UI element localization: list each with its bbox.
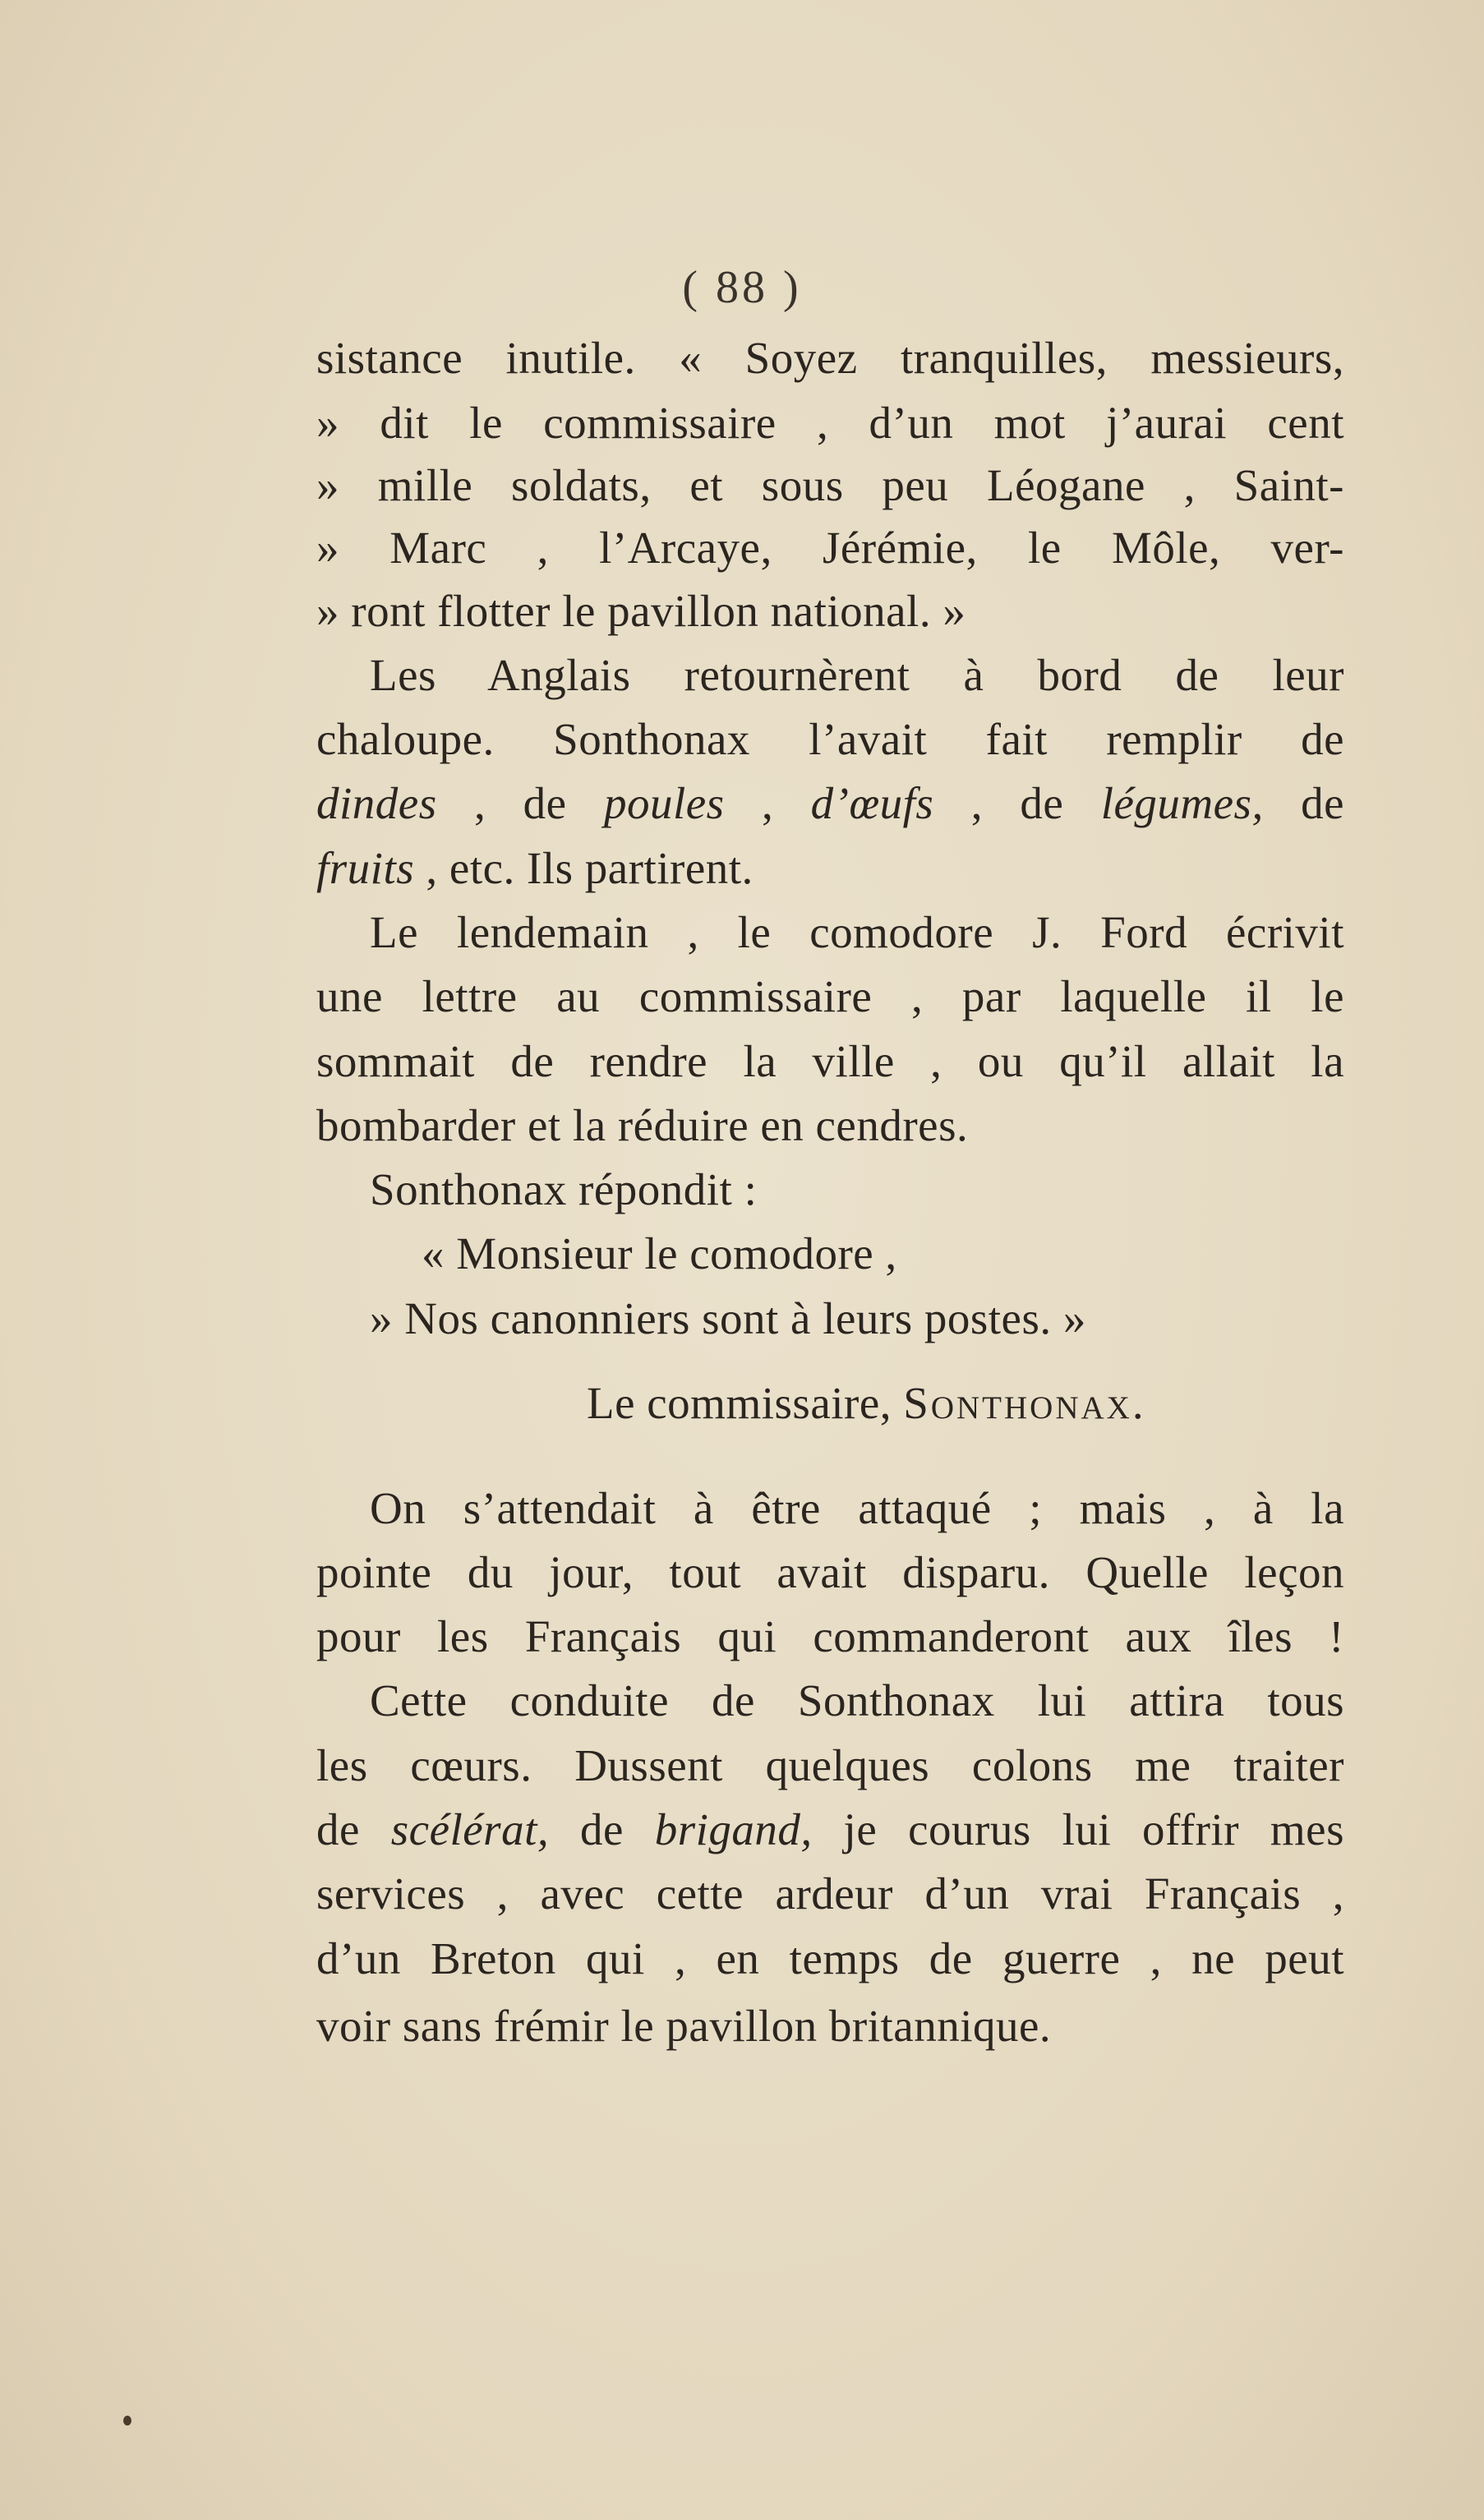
text-segment: de (1263, 778, 1344, 828)
text-line (316, 967, 1344, 1026)
text-segment: » Nos canonniers sont à leurs postes. » (370, 1293, 1086, 1343)
text-segment: Les Anglais retournèrent à bord de leur (370, 650, 1344, 700)
text-segment: , etc. Ils partirent. (414, 843, 754, 893)
text-segment: de (549, 1804, 655, 1854)
ink-spot (123, 2416, 131, 2426)
text-line (370, 646, 1344, 705)
text-segment: , (724, 778, 811, 828)
text-line (370, 903, 1344, 962)
text-line (316, 1543, 1344, 1602)
text-line (316, 329, 1344, 388)
text-segment: Sonthonax répondit : (370, 1164, 758, 1214)
text-line (316, 394, 1344, 453)
italic-text: légumes, (1100, 778, 1264, 828)
text-segment: les cœurs. Dussent quelques colons me traiter (316, 1740, 1344, 1790)
text-line (316, 1032, 1344, 1091)
text-segment: Le lendemain , le comodore J. Ford écrivit (370, 907, 1344, 957)
text-line (587, 1374, 1146, 1433)
text-line (316, 456, 1344, 515)
text-segment: « Monsieur le comodore , (422, 1228, 897, 1278)
text-segment: pour les Français qui commanderont aux îles ! (316, 1611, 1344, 1661)
text-line (316, 518, 1344, 578)
small-caps-text: Sonthonax. (903, 1378, 1146, 1428)
text-segment: voir sans frémir le pavillon britannique. (316, 2001, 1052, 2051)
text-line (316, 1800, 1344, 1859)
text-segment: bombarder et la réduire en cendres. (316, 1100, 969, 1150)
text-segment: sommait de rendre la ville , ou qu’il allait la (316, 1036, 1344, 1086)
italic-text: dindes (316, 778, 437, 828)
text-segment: Cette conduite de Sonthonax lui attira tous (370, 1675, 1344, 1725)
text-line (316, 710, 1344, 769)
text-line (316, 839, 754, 898)
text-segment: d’un Breton qui , en temps de guerre , ne peut (316, 1933, 1344, 1983)
text-line (316, 774, 1344, 833)
text-line (316, 1929, 1344, 1988)
italic-text: d’œufs (810, 778, 934, 828)
italic-text: scélérat, (390, 1804, 550, 1854)
text-segment: , de (933, 778, 1101, 828)
text-segment: » ront flotter le pavillon national. » (316, 586, 966, 636)
text-segment: On s’attendait à être attaqué ; mais , à la (370, 1483, 1344, 1533)
text-segment: Le commissaire, (587, 1378, 904, 1428)
italic-text: brigand, (654, 1804, 813, 1854)
text-line (316, 1864, 1344, 1923)
italic-text: fruits (316, 843, 415, 893)
text-line (370, 1289, 1086, 1348)
page-number: ( 88 ) (682, 262, 802, 313)
text-segment: » mille soldats, et sous peu Léogane , Saint- (316, 460, 1344, 510)
text-segment: pointe du jour, tout avait disparu. Quelle leçon (316, 1547, 1344, 1597)
text-segment: services , avec cette ardeur d’un vrai Français , (316, 1868, 1344, 1919)
text-segment: une lettre au commissaire , par laquelle il le (316, 971, 1344, 1021)
text-line (316, 582, 966, 641)
text-segment: je courus lui offrir mes (812, 1804, 1344, 1854)
text-line (370, 1671, 1344, 1730)
text-line (316, 1736, 1344, 1795)
text-line (422, 1224, 897, 1283)
text-segment: » Marc , l’Arcaye, Jérémie, le Môle, ver- (316, 523, 1344, 573)
text-line (370, 1160, 757, 1219)
text-segment: , de (436, 778, 604, 828)
text-line (370, 1479, 1344, 1538)
text-segment: sistance inutile. « Soyez tranquilles, messieurs, (316, 333, 1344, 383)
text-line (316, 1997, 1051, 2056)
text-line (316, 1096, 968, 1155)
italic-text: poules (603, 778, 725, 828)
text-segment: » dit le commissaire , d’un mot j’aurai cent (316, 398, 1344, 448)
text-line (316, 1607, 1344, 1666)
text-segment: de (316, 1804, 391, 1854)
text-segment: chaloupe. Sonthonax l’avait fait remplir de (316, 714, 1344, 764)
